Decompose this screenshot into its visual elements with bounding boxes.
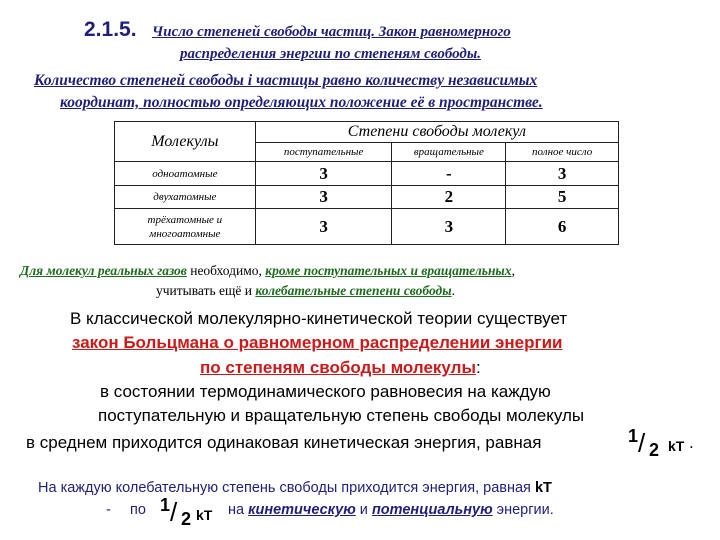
fraction-numerator: 1 bbox=[160, 495, 171, 515]
real-gas-line2 bbox=[156, 283, 455, 299]
definition-line2: координат, полностью определяющих положение её в пространстве. bbox=[60, 94, 543, 111]
classical-line1: В классической молекулярно-кинетической теории существует bbox=[70, 309, 568, 328]
cell-total: 3 bbox=[506, 162, 619, 186]
cell-rotational: - bbox=[392, 162, 506, 186]
cell-total: 6 bbox=[506, 209, 619, 245]
fraction-numerator: 1 bbox=[628, 426, 639, 446]
row-label-part2: многоатомные bbox=[149, 227, 221, 240]
cell-translational: 3 bbox=[255, 162, 392, 186]
header-total: полное число bbox=[506, 143, 619, 162]
vibrational-text: На каждую колебательную степень свободы приходится энергия, равная bbox=[38, 480, 535, 496]
kinetic-word: кинетическую bbox=[248, 502, 356, 518]
colon: : bbox=[475, 358, 481, 377]
table-row bbox=[115, 186, 619, 209]
row-label: одноатомные bbox=[115, 162, 256, 186]
classical-line4: в состоянии термодинамического равновесия на каждую bbox=[100, 382, 551, 401]
po-word: по bbox=[130, 502, 146, 518]
fraction-kt: kT bbox=[668, 438, 685, 454]
header-translational: поступательные bbox=[255, 143, 392, 162]
row-label-multiline bbox=[115, 209, 256, 245]
vibrational-line2 bbox=[228, 502, 554, 518]
potential-word: потенциальную bbox=[371, 502, 493, 518]
section-title-line1: Число степеней свободы частиц. Закон равномерного bbox=[152, 24, 511, 40]
and-word: и bbox=[355, 502, 372, 518]
cell-translational: 3 bbox=[255, 186, 392, 209]
definition-line1: Количество степеней свободы i частицы равно количеству независимых bbox=[34, 72, 538, 89]
na-word: на bbox=[228, 502, 249, 518]
boltzmann-law-line1: закон Больцмана о равномерном распределении энергии bbox=[72, 333, 563, 352]
fraction-slash: / bbox=[170, 497, 178, 527]
boltzmann-law-line2-text: по степеням свободы молекулы bbox=[200, 358, 476, 377]
row-label-part1: трёхатомные и bbox=[147, 213, 223, 226]
classical-line6: в среднем приходится одинаковая кинетическая энергия, равная bbox=[26, 433, 542, 452]
boltzmann-law-line2 bbox=[200, 358, 481, 378]
fraction-kt: kT bbox=[196, 507, 213, 523]
dash: - bbox=[106, 502, 111, 518]
row-label: двухатомные bbox=[115, 186, 256, 209]
fraction-denominator: 2 bbox=[649, 440, 660, 460]
header-degrees-group: Степени свободы молекул bbox=[255, 122, 618, 143]
vibrational-phrase: колебательные степени свободы bbox=[255, 283, 452, 298]
cell-total: 5 bbox=[506, 186, 619, 209]
cell-rotational: 3 bbox=[392, 209, 506, 245]
table-row bbox=[115, 162, 619, 186]
besides-phrase: кроме поступательных и вращательных bbox=[265, 263, 512, 278]
fraction-denominator: 2 bbox=[181, 509, 192, 529]
cell-translational: 3 bbox=[255, 209, 392, 245]
vibrational-line1 bbox=[38, 480, 552, 496]
classical-line5: поступательную и вращательную степень свободы молекулы bbox=[98, 406, 585, 425]
header-rotational: вращательные bbox=[392, 143, 506, 162]
real-gas-line1 bbox=[20, 263, 515, 279]
degrees-of-freedom-table bbox=[114, 121, 619, 245]
period: . bbox=[451, 283, 455, 298]
fraction-slash: / bbox=[638, 428, 646, 458]
energies-word: энергии. bbox=[492, 502, 554, 518]
also-text: учитывать ещё и bbox=[156, 283, 256, 298]
real-gas-text: необходимо, bbox=[186, 263, 266, 278]
real-gas-phrase: Для молекул реальных газов bbox=[20, 263, 187, 278]
section-title-line2: распределения энергии по степеням свободы. bbox=[180, 46, 482, 62]
end-period: . bbox=[689, 433, 694, 452]
kt-symbol: kT bbox=[534, 480, 552, 496]
section-number: 2.1.5. bbox=[84, 18, 137, 41]
comma: , bbox=[511, 263, 515, 278]
table-row bbox=[115, 209, 619, 245]
cell-rotational: 2 bbox=[392, 186, 506, 209]
header-molecules: Молекулы bbox=[115, 122, 256, 162]
